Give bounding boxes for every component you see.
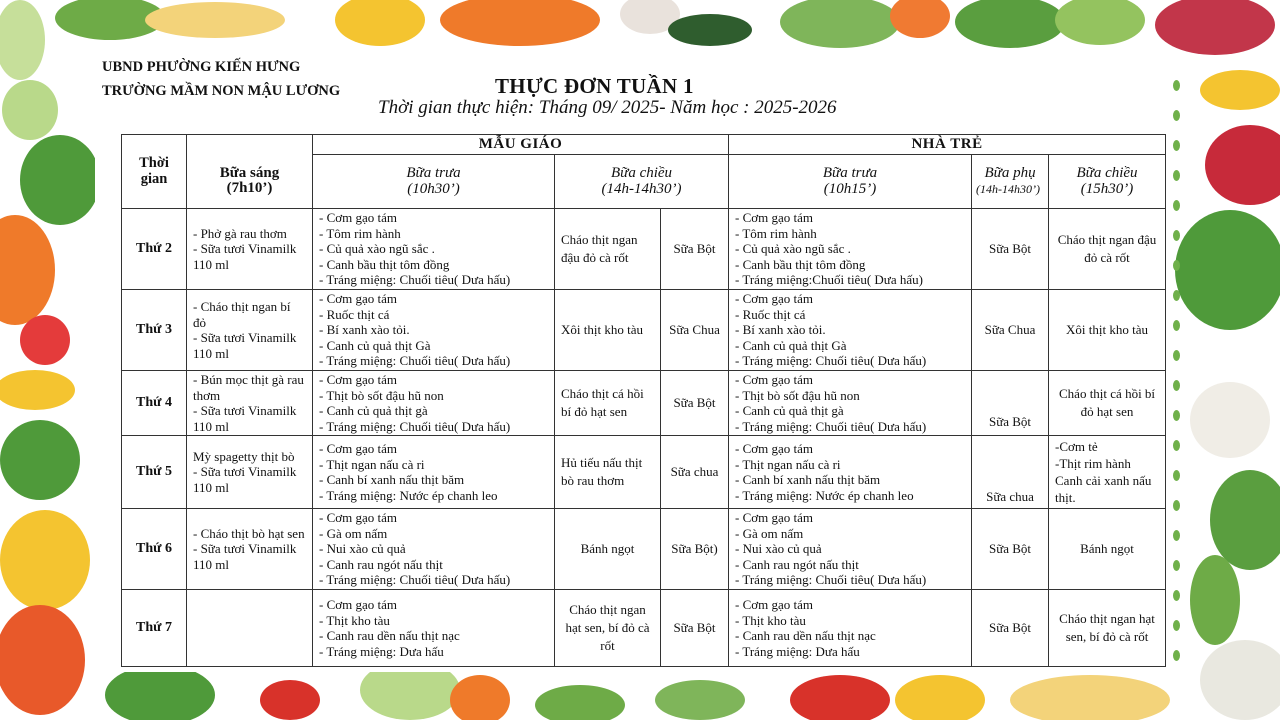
- menu-line: Canh cải xanh nấu thịt.: [1055, 473, 1152, 505]
- header-breakfast: [187, 155, 313, 209]
- menu-line: - Canh bí xanh nấu thịt băm: [735, 472, 881, 487]
- nt-afternoon-cell: Cháo thịt cá hồi bí đỏ hạt sen: [1049, 371, 1166, 436]
- menu-line: - Canh củ quả thịt Gà: [735, 337, 847, 353]
- mg-lunch-cell: [313, 371, 555, 436]
- mg-lunch-cell: [313, 436, 555, 509]
- mg-lunch-cell: [313, 590, 555, 667]
- nt-snack-cell: Sữa Chua: [972, 290, 1049, 371]
- mg-afternoon-cell: Cháo thịt ngan đậu đỏ cà rốt: [555, 209, 661, 290]
- breakfast-cell: [187, 209, 313, 290]
- menu-line: - Tráng miệng: Chuối tiêu( Dưa hấu): [319, 272, 511, 288]
- header-mg-lunch: [313, 155, 555, 209]
- page-subtitle: Thời gian thực hiện: Tháng 09/ 2025- Năm học : 2025-2026: [378, 97, 837, 118]
- menu-line: - Cơm gạo tám: [319, 510, 397, 526]
- menu-line: Mỳ spagetty thịt bò: [193, 448, 295, 464]
- menu-line: - Thịt kho tàu: [735, 612, 806, 628]
- header-nt-lunch-time: (10h15’): [823, 180, 877, 197]
- breakfast-cell: [187, 436, 313, 509]
- menu-line: -Thịt rim hành: [1055, 456, 1131, 471]
- table-row: [122, 436, 1166, 509]
- menu-line: - Sữa tươi Vinamilk 110 ml: [193, 464, 297, 495]
- mg-milk-cell: Sữa Bột: [661, 371, 729, 436]
- table-row: [122, 209, 1166, 290]
- menu-line: - Tráng miệng: Chuối tiêu( Dưa hấu): [319, 572, 511, 588]
- nt-lunch-cell: [729, 371, 972, 436]
- menu-line: - Thịt kho tàu: [319, 612, 390, 628]
- header-breakfast-label: Bữa sáng: [219, 164, 280, 181]
- menu-line: - Cơm gạo tám: [735, 210, 814, 226]
- menu-line: - Sữa tươi Vinamilk 110 ml: [193, 403, 297, 434]
- header-time: Thời gian: [122, 135, 187, 209]
- menu-line: - Bí xanh xào tỏi.: [319, 322, 410, 338]
- header-nt-afternoon-label: Bữa chiều: [1076, 165, 1138, 181]
- table-row: [122, 590, 1166, 667]
- menu-line: - Tráng miệng:Chuối tiêu( Dưa hấu): [735, 272, 923, 288]
- menu-line: - Cơm gạo tám: [735, 510, 814, 526]
- menu-line: - Tráng miệng: Chuối tiêu( Dưa hấu): [319, 353, 511, 369]
- nt-snack-cell: Sữa Bột: [972, 209, 1049, 290]
- menu-line: - Cơm gạo tám: [735, 441, 814, 456]
- menu-line: - Thịt ngan nấu cà ri: [319, 456, 425, 472]
- mg-afternoon-cell: Cháo thịt cá hồi bí đỏ hạt sen: [555, 371, 661, 436]
- menu-line: - Tôm rim hành: [735, 225, 817, 241]
- organization-header: [102, 55, 340, 103]
- nt-afternoon-cell: [1049, 436, 1166, 509]
- menu-line: - Canh bí xanh nấu thịt băm: [319, 472, 465, 487]
- nt-afternoon-cell: Cháo thịt ngan hạt sen, bí đỏ cà rốt: [1049, 590, 1166, 667]
- header-nt-snack-time: (14h-14h30’): [976, 181, 1040, 196]
- nt-lunch-cell: [729, 209, 972, 290]
- menu-line: - Cháo thịt bò hạt sen: [193, 525, 305, 541]
- day-cell: Thứ 6: [122, 509, 187, 590]
- menu-line: - Tráng miệng: Dưa hấu: [735, 643, 860, 659]
- mg-lunch-cell: [313, 290, 555, 371]
- header-group-nha-tre: NHÀ TRẺ: [729, 135, 1166, 155]
- menu-line: - Canh rau dền nấu thịt nạc: [319, 628, 460, 643]
- menu-line: - Cơm gạo tám: [319, 210, 397, 226]
- nt-lunch-cell: [729, 509, 972, 590]
- header-mg-afternoon-label: Bữa chiều: [610, 165, 673, 181]
- breakfast-cell: [187, 590, 313, 667]
- menu-line: - Củ quả xào ngũ sắc .: [735, 241, 851, 257]
- header-nt-snack-label: Bữa phụ: [984, 165, 1036, 181]
- day-cell: Thứ 7: [122, 590, 187, 667]
- menu-line: - Cơm gạo tám: [735, 291, 814, 307]
- menu-line: - Tráng miệng: Chuối tiêu( Dưa hấu): [319, 418, 511, 434]
- mg-milk-cell: Sữa Bột): [661, 509, 729, 590]
- menu-line: - Canh củ quả thịt Gà: [319, 337, 431, 353]
- menu-line: - Tráng miệng: Chuối tiêu( Dưa hấu): [735, 353, 927, 369]
- menu-line: - Tôm rim hành: [319, 225, 401, 241]
- breakfast-cell: [187, 371, 313, 436]
- header-breakfast-time: (7h10’): [226, 180, 273, 197]
- nt-snack-cell: Sữa chua: [972, 436, 1049, 509]
- menu-line: - Canh bầu thịt tôm đồng: [735, 256, 866, 272]
- nt-afternoon-cell: Cháo thịt ngan đậu đỏ cà rốt: [1049, 209, 1166, 290]
- breakfast-cell: [187, 509, 313, 590]
- menu-line: - Cơm gạo tám: [319, 372, 397, 387]
- menu-line: - Ruốc thịt cá: [319, 306, 390, 322]
- table-row: [122, 290, 1166, 371]
- menu-line: - Nui xào củ quả: [735, 541, 822, 557]
- menu-line: - Canh bầu thịt tôm đồng: [319, 256, 450, 272]
- page-title: THỰC ĐƠN TUẦN 1: [495, 74, 694, 98]
- mg-milk-cell: Sữa chua: [661, 436, 729, 509]
- mg-lunch-cell: [313, 509, 555, 590]
- menu-line: - Thịt bò sốt đậu hũ non: [735, 387, 860, 403]
- day-cell: Thứ 5: [122, 436, 187, 509]
- menu-line: - Cơm gạo tám: [319, 291, 397, 307]
- menu-line: - Canh rau ngót nấu thịt: [319, 556, 443, 572]
- nt-snack-cell: Sữa Bột: [972, 590, 1049, 667]
- menu-line: - Canh củ quả thịt gà: [735, 403, 844, 418]
- breakfast-cell: [187, 290, 313, 371]
- header-nt-lunch-label: Bữa trưa: [822, 165, 878, 181]
- nt-snack-cell: Sữa Bột: [972, 509, 1049, 590]
- menu-line: - Sữa tươi Vinamilk 110 ml: [193, 241, 297, 272]
- header-mg-lunch-time: (10h30’): [407, 180, 460, 197]
- menu-line: -Cơm tẻ: [1055, 439, 1098, 454]
- menu-line: - Thịt bò sốt đậu hũ non: [319, 387, 444, 403]
- menu-line: - Canh rau dền nấu thịt nạc: [735, 628, 876, 643]
- menu-line: - Canh rau ngót nấu thịt: [735, 556, 859, 572]
- nt-afternoon-cell: Xôi thịt kho tàu: [1049, 290, 1166, 371]
- mg-milk-cell: Sữa Bột: [661, 590, 729, 667]
- mg-milk-cell: Sữa Chua: [661, 290, 729, 371]
- org-line-2: TRƯỜNG MẦM NON MẬU LƯƠNG: [102, 83, 341, 99]
- menu-line: - Bún mọc thịt gà rau thơm: [193, 372, 304, 403]
- menu-line: - Ruốc thịt cá: [735, 306, 806, 322]
- header-nt-snack: [972, 155, 1049, 209]
- menu-line: - Cơm gạo tám: [319, 441, 397, 456]
- mg-afternoon-cell: Xôi thịt kho tàu: [555, 290, 661, 371]
- menu-line: - Thịt ngan nấu cà ri: [735, 456, 841, 472]
- header-mg-afternoon: [555, 155, 729, 209]
- menu-line: - Củ quả xào ngũ sắc .: [319, 241, 435, 257]
- menu-line: - Tráng miệng: Chuối tiêu( Dưa hấu): [735, 572, 927, 588]
- menu-line: - Cơm gạo tám: [319, 597, 397, 612]
- menu-line: - Nui xào củ quả: [319, 541, 406, 557]
- day-cell: Thứ 3: [122, 290, 187, 371]
- menu-line: - Cơm gạo tám: [735, 597, 814, 612]
- header-mg-afternoon-time: (14h-14h30’): [601, 180, 682, 197]
- org-line-1: UBND PHƯỜNG KIẾN HƯNG: [102, 59, 301, 75]
- table-row: [122, 371, 1166, 436]
- menu-line: - Sữa tươi Vinamilk 110 ml: [193, 330, 297, 361]
- weekly-menu-table: [121, 134, 1166, 667]
- menu-line: - Sữa tươi Vinamilk 110 ml: [193, 541, 297, 572]
- nt-lunch-cell: [729, 436, 972, 509]
- header-mg-lunch-label: Bữa trưa: [406, 165, 461, 181]
- table-row: [122, 509, 1166, 590]
- nt-lunch-cell: [729, 290, 972, 371]
- day-cell: Thứ 2: [122, 209, 187, 290]
- nt-snack-cell: Sữa Bột: [972, 371, 1049, 436]
- day-cell: Thứ 4: [122, 371, 187, 436]
- header-nt-lunch: [729, 155, 972, 209]
- menu-line: - Gà om nấm: [319, 525, 388, 541]
- menu-line: - Tráng miệng: Dưa hấu: [319, 643, 444, 659]
- menu-line: - Bí xanh xào tỏi.: [735, 322, 826, 338]
- nt-lunch-cell: [729, 590, 972, 667]
- header-nt-afternoon-time: (15h30’): [1080, 180, 1134, 197]
- mg-milk-cell: Sữa Bột: [661, 209, 729, 290]
- mg-afternoon-cell: Hủ tiếu nấu thịt bò rau thơm: [555, 436, 661, 509]
- menu-line: - Cơm gạo tám: [735, 372, 814, 387]
- menu-line: - Canh củ quả thịt gà: [319, 403, 428, 418]
- menu-line: - Gà om nấm: [735, 525, 804, 541]
- menu-line: - Cháo thịt ngan bí đỏ: [193, 299, 291, 330]
- mg-lunch-cell: [313, 209, 555, 290]
- header-nt-afternoon: [1049, 155, 1166, 209]
- menu-line: - Tráng miệng: Nước ép chanh leo: [319, 487, 498, 503]
- mg-afternoon-cell: Cháo thịt ngan hạt sen, bí đỏ cà rốt: [555, 590, 661, 667]
- menu-line: - Tráng miệng: Nước ép chanh leo: [735, 487, 914, 503]
- nt-afternoon-cell: Bánh ngọt: [1049, 509, 1166, 590]
- menu-line: - Phở gà rau thơm: [193, 225, 287, 241]
- mg-afternoon-cell: Bánh ngọt: [555, 509, 661, 590]
- menu-line: - Tráng miệng: Chuối tiêu( Dưa hấu): [735, 418, 927, 434]
- header-group-mau-giao: MẪU GIÁO: [313, 135, 729, 155]
